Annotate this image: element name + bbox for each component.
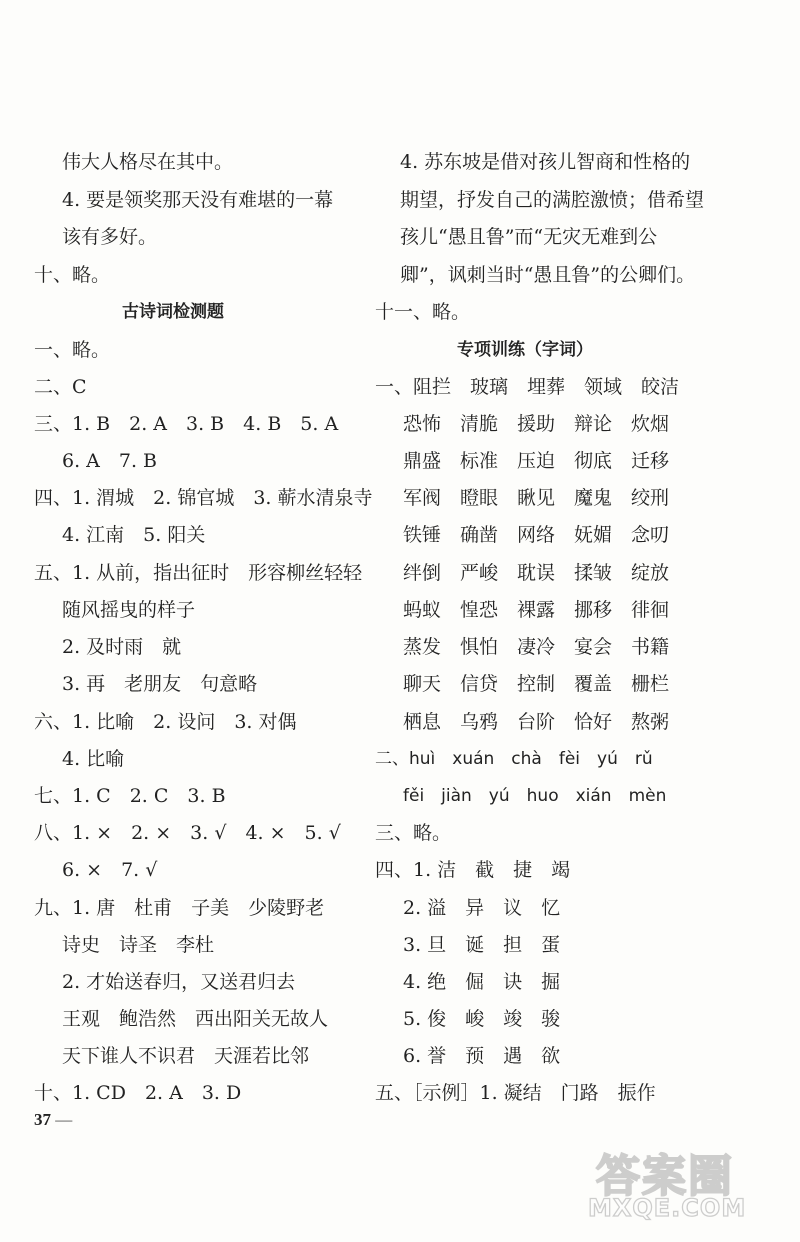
answer-line: 二、C — [34, 376, 87, 398]
answer-line: 伟大人格尽在其中。 — [62, 151, 234, 173]
watermark-bottom-text: MXQE.COM — [588, 1194, 747, 1222]
answer-line: 6. 誉 预 遇 欲 — [403, 1045, 561, 1067]
word-row: 一、阻拦 玻璃 埋葬 领域 皎洁 — [375, 376, 680, 398]
answer-line: 四、1. 渭城 2. 锦官城 3. 蕲水清泉寺 — [34, 487, 373, 509]
word-row: 绊倒 严峻 耽误 揉皱 绽放 — [403, 562, 670, 584]
answer-line: 4. 要是领奖那天没有难堪的一幕 — [62, 189, 334, 211]
answer-line: 一、略。 — [34, 339, 111, 361]
answer-line: 4. 比喻 — [62, 748, 125, 770]
word-row: 蚂蚁 惶恐 裸露 挪移 徘徊 — [403, 599, 670, 621]
answer-line: 王观 鲍浩然 西出阳关无故人 — [62, 1008, 329, 1030]
answer-line: 该有多好。 — [62, 226, 158, 248]
answer-line: 孩儿“愚且鲁”而“无灾无难到公 — [400, 226, 658, 248]
page-number-dash: — — [55, 1110, 73, 1129]
word-row: 铁锤 确凿 网络 妩媚 念叨 — [403, 524, 670, 546]
answer-line: 五、1. 从前，指出征时 形容柳丝轻轻 — [34, 562, 363, 584]
word-row: 恐怖 清脆 援助 辩论 炊烟 — [403, 413, 670, 435]
word-row: 军阀 瞪眼 瞅见 魔鬼 绞刑 — [403, 487, 670, 509]
answer-line: 天下谁人不识君 天涯若比邻 — [62, 1045, 310, 1067]
answer-line: 九、1. 唐 杜甫 子美 少陵野老 — [34, 897, 325, 919]
answer-line: 五、［示例］1. 凝结 门路 振作 — [375, 1082, 656, 1104]
answer-line: 6. × 7. √ — [62, 859, 158, 881]
word-row: 鼎盛 标准 压迫 彻底 迁移 — [403, 450, 670, 472]
answer-line: 三、1. B 2. A 3. B 4. B 5. A — [34, 413, 339, 435]
answer-line: 2. 才始送春归，又送君归去 — [62, 971, 296, 993]
answer-line: 诗史 诗圣 李杜 — [62, 934, 215, 956]
answer-line: 6. A 7. B — [62, 450, 158, 472]
answer-line: 四、1. 洁 截 捷 竭 — [375, 859, 571, 881]
word-row: 聊天 信贷 控制 覆盖 栅栏 — [403, 673, 670, 695]
answer-line: 七、1. C 2. C 3. B — [34, 785, 226, 807]
word-row: 蒸发 惧怕 凄冷 宴会 书籍 — [403, 636, 670, 658]
answer-line: 3. 再 老朋友 句意略 — [62, 673, 258, 695]
answer-line: 随风摇曳的样子 — [62, 599, 196, 621]
page-number — [34, 1110, 72, 1130]
answer-line: 期望，抒发自己的满腔激愤；借希望 — [400, 189, 705, 211]
answer-line: 3. 旦 诞 担 蛋 — [403, 934, 561, 956]
answer-line: 4. 绝 倔 诀 掘 — [403, 971, 561, 993]
answer-line: 卿”，讽刺当时“愚且鲁”的公卿们。 — [400, 264, 696, 286]
pinyin-row: fěi jiàn yú huo xián mèn — [403, 786, 667, 806]
answer-line: 4. 苏东坡是借对孩儿智商和性格的 — [400, 151, 691, 173]
word-row: 栖息 乌鸦 台阶 恰好 熬粥 — [403, 711, 670, 733]
answer-line: 三、略。 — [375, 822, 452, 844]
answer-line: 2. 溢 异 议 忆 — [403, 897, 561, 919]
answer-line: 八、1. × 2. × 3. √ 4. × 5. √ — [34, 822, 341, 844]
section-heading: 古诗词检测题 — [122, 302, 224, 322]
answer-line: 十、1. CD 2. A 3. D — [34, 1082, 242, 1104]
answer-line: 十、略。 — [34, 264, 111, 286]
answer-line: 2. 及时雨 就 — [62, 636, 182, 658]
page-number-value: 37 — [34, 1110, 51, 1129]
answer-line: 六、1. 比喻 2. 设问 3. 对偶 — [34, 711, 297, 733]
pinyin-row: 二、huì xuán chà fèi yú rǔ — [375, 749, 653, 769]
answer-line: 十一、略。 — [375, 301, 471, 323]
answer-line: 4. 江南 5. 阳关 — [62, 524, 206, 546]
watermark-logo — [588, 1140, 778, 1224]
watermark-top-text: 答案圈 — [596, 1151, 734, 1202]
answer-line: 5. 俊 峻 竣 骏 — [403, 1008, 561, 1030]
section-heading: 专项训练（字词） — [457, 340, 593, 360]
